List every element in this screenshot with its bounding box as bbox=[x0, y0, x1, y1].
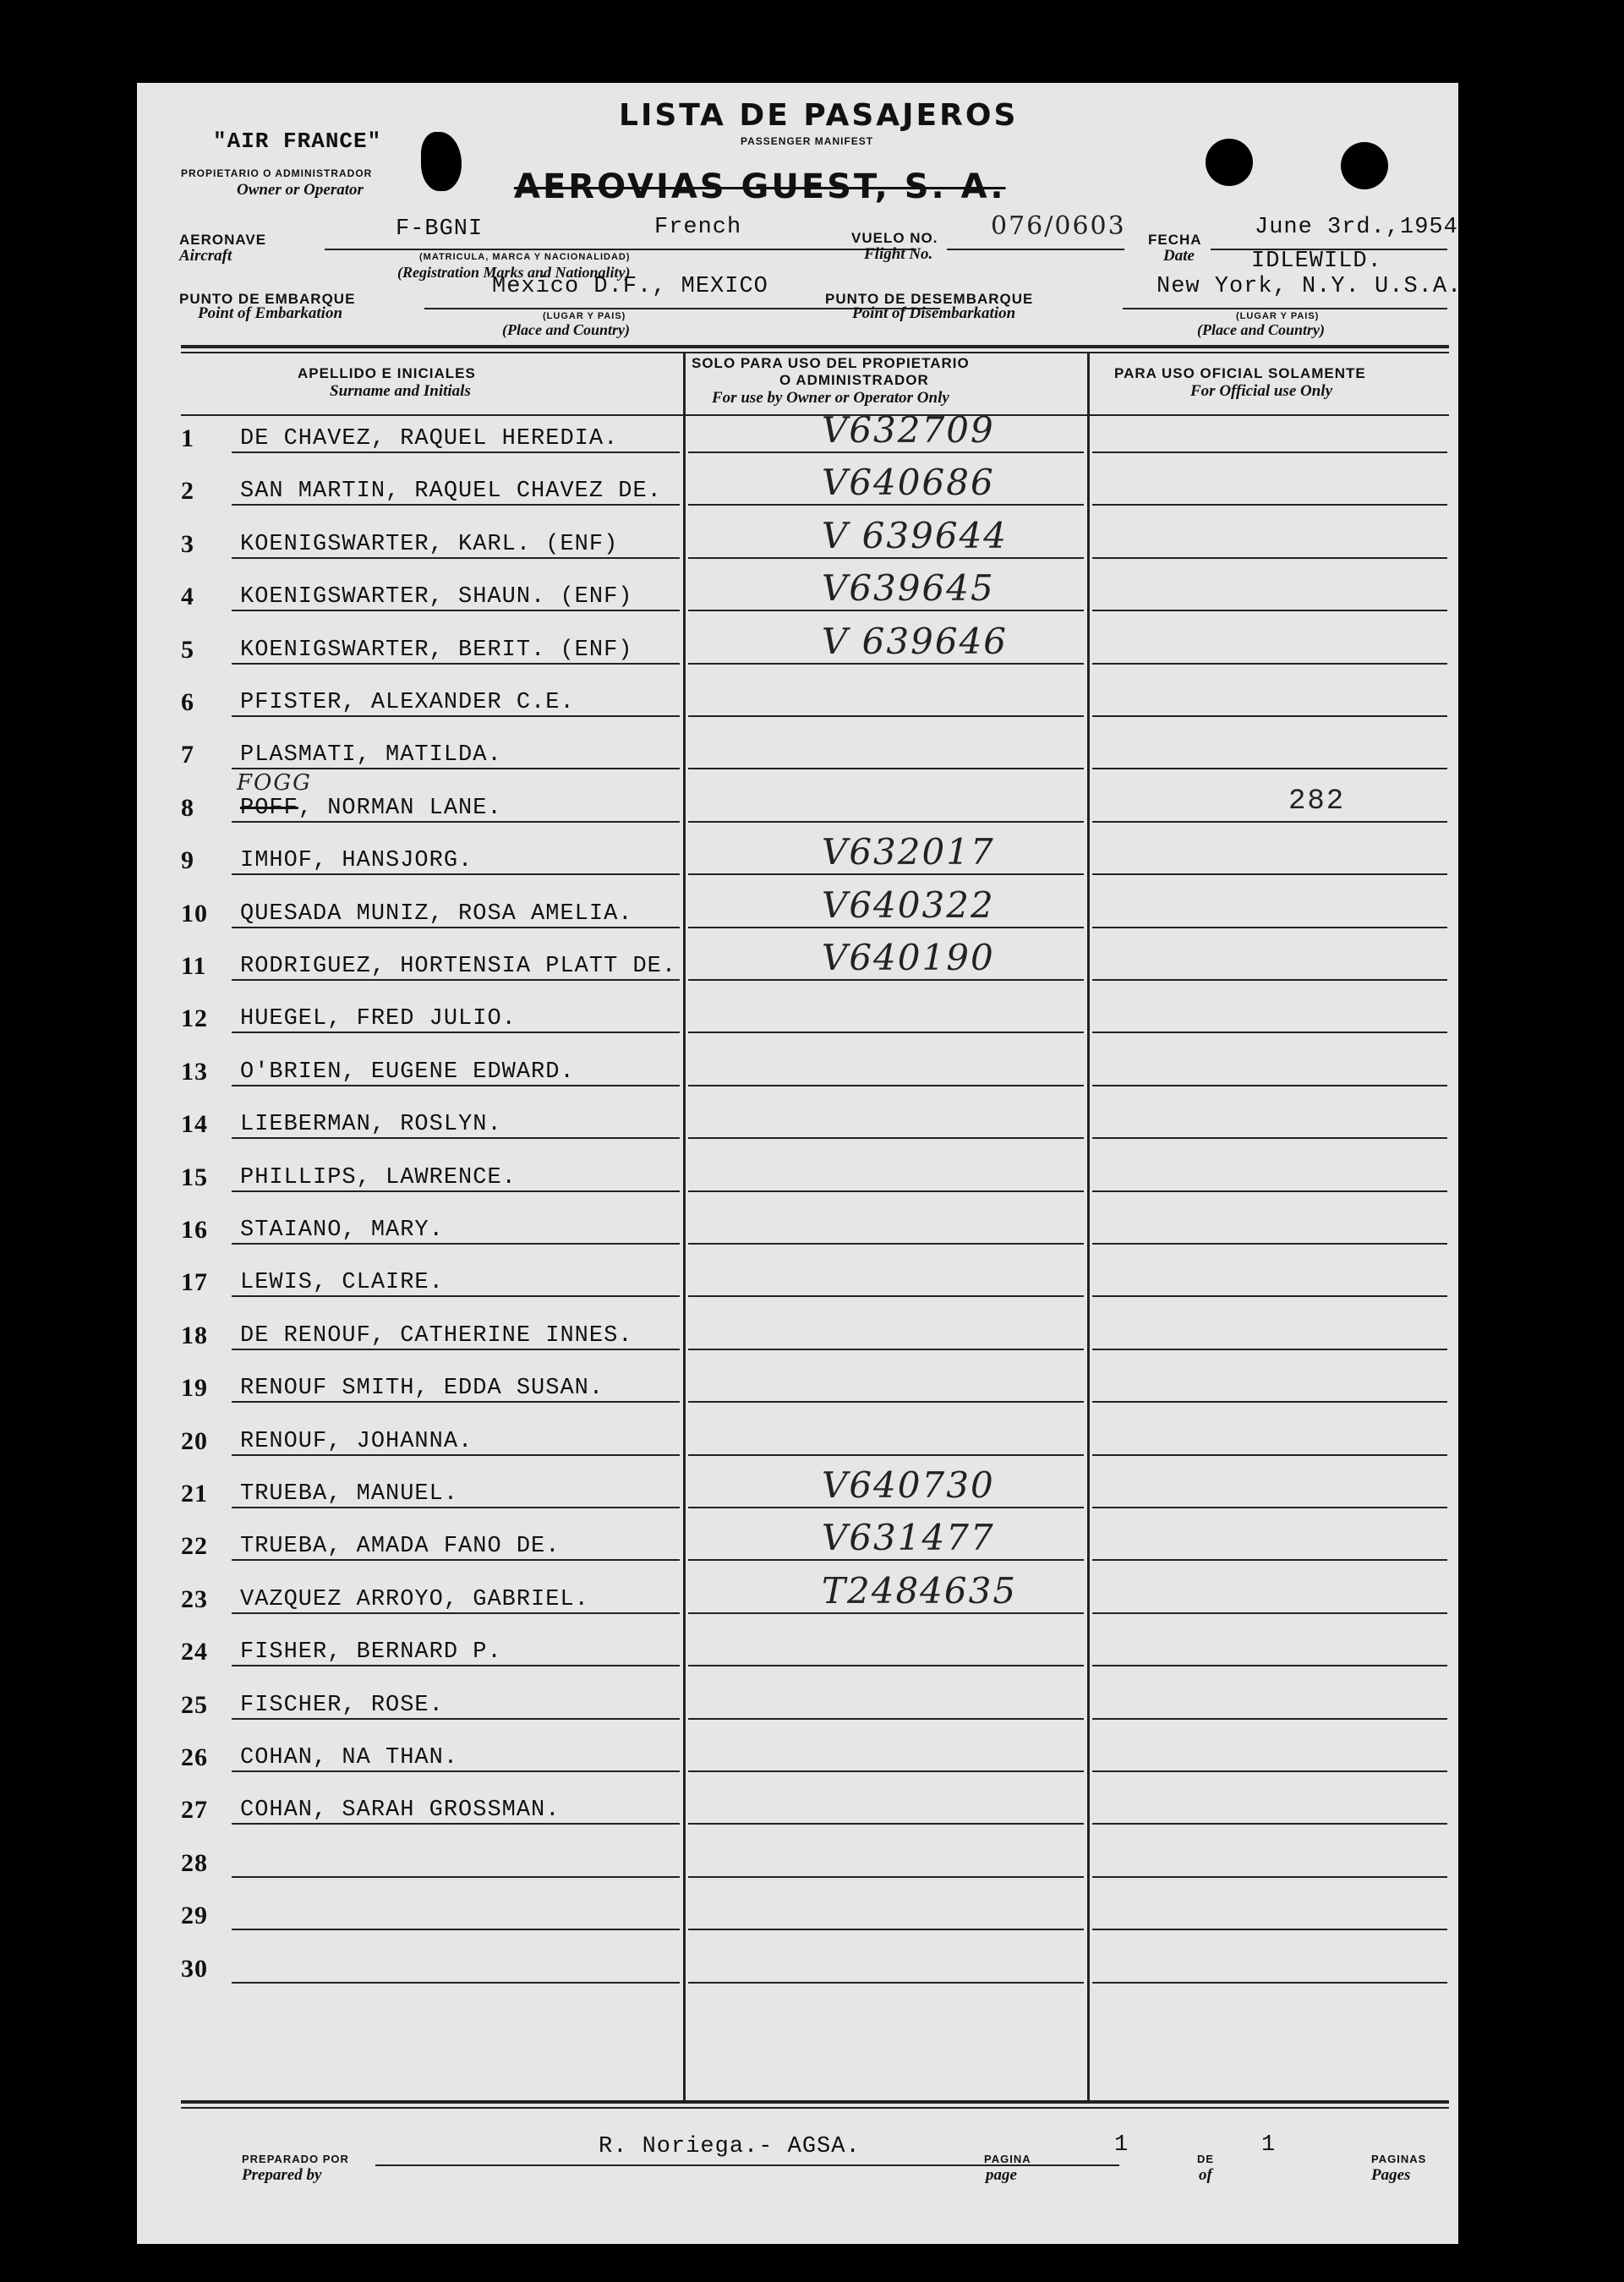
row-rule-owner bbox=[688, 1823, 1084, 1825]
row-rule-owner bbox=[688, 451, 1084, 453]
row-rule-name bbox=[232, 1770, 680, 1772]
row-number: 22 bbox=[181, 1532, 208, 1560]
manifest-sheet bbox=[137, 83, 1463, 2244]
passenger-name: RENOUF SMITH, EDDA SUSAN. bbox=[240, 1376, 604, 1401]
row-number: 13 bbox=[181, 1058, 208, 1086]
row-rule-owner bbox=[688, 821, 1084, 823]
handwritten-correction: FOGG bbox=[237, 770, 312, 796]
page-title: LISTA DE PASAJEROS bbox=[619, 98, 1019, 133]
owner-use-value: V 639646 bbox=[822, 621, 1009, 662]
prepared-label-en: Prepared by bbox=[242, 2166, 322, 2184]
row-rule-name bbox=[232, 1823, 680, 1825]
passenger-name: LEWIS, CLAIRE. bbox=[240, 1270, 444, 1295]
col-name-header-es: APELLIDO E INICIALES bbox=[298, 365, 476, 381]
flight-no-value: 076/0603 bbox=[991, 211, 1126, 241]
row-rule-official bbox=[1092, 1295, 1447, 1297]
owner-use-value: V632709 bbox=[822, 409, 995, 451]
row-rule-name bbox=[232, 451, 680, 453]
embark-caption-es: (LUGAR Y PAIS) bbox=[543, 311, 626, 321]
row-rule-official bbox=[1092, 1929, 1447, 1930]
row-rule-owner bbox=[688, 557, 1084, 559]
row-rule-owner bbox=[688, 1243, 1084, 1245]
disembark-label-es: PUNTO DE DESEMBARQUE bbox=[825, 291, 1034, 307]
registration-caption-es: (MATRICULA, MARCA Y NACIONALIDAD) bbox=[419, 252, 631, 262]
page-subtitle: PASSENGER MANIFEST bbox=[741, 135, 874, 147]
row-rule-name bbox=[232, 821, 680, 823]
row-rule-name bbox=[232, 1349, 680, 1350]
row-number: 4 bbox=[181, 583, 194, 610]
row-rule-name bbox=[232, 768, 680, 769]
row-rule-name bbox=[232, 715, 680, 717]
passenger-name: RODRIGUEZ, HORTENSIA PLATT DE. bbox=[240, 954, 677, 979]
passenger-name: PHILLIPS, LAWRENCE. bbox=[240, 1165, 517, 1190]
pages-label-es: PAGINAS bbox=[1371, 2153, 1427, 2165]
row-rule-owner bbox=[688, 1032, 1084, 1033]
row-rule-owner bbox=[688, 927, 1084, 928]
row-rule-official bbox=[1092, 1718, 1447, 1720]
passenger-name: KOENIGSWARTER, BERIT. (ENF) bbox=[240, 638, 633, 663]
row-rule-name bbox=[232, 1718, 680, 1720]
row-rule-name bbox=[232, 663, 680, 665]
date-label-es: FECHA bbox=[1148, 232, 1202, 248]
row-rule-name bbox=[232, 1137, 680, 1139]
row-rule-owner bbox=[688, 873, 1084, 875]
row-number: 24 bbox=[181, 1638, 208, 1666]
disembark-value: New York, N.Y. U.S.A. bbox=[1156, 274, 1463, 299]
of-label-en: of bbox=[1199, 2166, 1212, 2184]
row-number: 8 bbox=[181, 794, 194, 822]
row-number: 16 bbox=[181, 1216, 208, 1244]
passenger-name: KOENIGSWARTER, KARL. (ENF) bbox=[240, 532, 619, 557]
row-rule-name bbox=[232, 873, 680, 875]
aircraft-label-es: AERONAVE bbox=[179, 232, 267, 248]
embark-label-en: Point of Embarkation bbox=[198, 304, 343, 322]
row-rule-official bbox=[1092, 1876, 1447, 1878]
row-rule-owner bbox=[688, 1770, 1084, 1772]
row-number: 9 bbox=[181, 846, 194, 874]
passenger-name: DE RENOUF, CATHERINE INNES. bbox=[240, 1323, 633, 1349]
registration-caption-en: (Registration Marks and Nationality) bbox=[397, 264, 631, 281]
col-official-header-es: PARA USO OFICIAL SOLAMENTE bbox=[1114, 365, 1366, 381]
row-rule-owner bbox=[688, 1401, 1084, 1403]
embark-value: Mexico D.F., MEXICO bbox=[492, 274, 768, 299]
row-number: 6 bbox=[181, 688, 194, 716]
row-rule-official bbox=[1092, 1982, 1447, 1984]
row-rule-official bbox=[1092, 663, 1447, 665]
row-rule-official bbox=[1092, 821, 1447, 823]
row-rule-owner bbox=[688, 1190, 1084, 1192]
pages-label-en: Pages bbox=[1371, 2166, 1411, 2184]
row-rule-owner bbox=[688, 979, 1084, 981]
row-number: 17 bbox=[181, 1268, 208, 1296]
row-rule-name bbox=[232, 1085, 680, 1086]
row-rule-official bbox=[1092, 504, 1447, 506]
row-number: 1 bbox=[181, 424, 194, 452]
flight-label-en: Flight No. bbox=[864, 245, 933, 263]
col-owner-header-es-2: O ADMINISTRADOR bbox=[779, 372, 929, 388]
row-number: 19 bbox=[181, 1374, 208, 1402]
row-rule-name bbox=[232, 557, 680, 559]
row-number: 26 bbox=[181, 1743, 208, 1771]
row-rule-official bbox=[1092, 557, 1447, 559]
row-rule-name bbox=[232, 1665, 680, 1666]
row-rule-official bbox=[1092, 979, 1447, 981]
row-rule-owner bbox=[688, 610, 1084, 611]
row-rule-official bbox=[1092, 1770, 1447, 1772]
passenger-name: FISCHER, ROSE. bbox=[240, 1693, 444, 1718]
row-rule-owner bbox=[688, 1982, 1084, 1984]
date-label-en: Date bbox=[1163, 247, 1195, 265]
torn-edge-mark bbox=[421, 132, 462, 191]
punch-hole-left bbox=[1206, 139, 1253, 186]
page-value: 1 bbox=[1114, 2132, 1129, 2158]
row-rule-official bbox=[1092, 873, 1447, 875]
row-number: 10 bbox=[181, 900, 208, 928]
row-number: 12 bbox=[181, 1004, 208, 1032]
disembark-label-en: Point of Disembarkation bbox=[852, 304, 1016, 322]
nationality-value: French bbox=[654, 215, 742, 240]
owner-label-en: Owner or Operator bbox=[237, 181, 364, 199]
row-rule-name bbox=[232, 927, 680, 928]
passenger-name: PFISTER, ALEXANDER C.E. bbox=[240, 690, 575, 715]
prepared-value: R. Noriega.- AGSA. bbox=[599, 2134, 861, 2159]
row-rule-owner bbox=[688, 715, 1084, 717]
row-rule-owner bbox=[688, 1454, 1084, 1456]
owner-use-value: V631477 bbox=[822, 1517, 995, 1558]
passenger-name: COHAN, NA THAN. bbox=[240, 1745, 459, 1770]
row-number: 14 bbox=[181, 1110, 208, 1138]
row-number: 18 bbox=[181, 1322, 208, 1349]
row-number: 2 bbox=[181, 477, 194, 505]
date-value: June 3rd.,1954 bbox=[1255, 215, 1458, 240]
row-rule-official bbox=[1092, 1665, 1447, 1666]
page-label-es: PAGINA bbox=[984, 2153, 1031, 2165]
row-number: 21 bbox=[181, 1480, 208, 1508]
owner-use-value: V639645 bbox=[822, 567, 995, 609]
owner-use-value: V 639644 bbox=[822, 515, 1009, 556]
row-rule-owner bbox=[688, 504, 1084, 506]
of-value: 1 bbox=[1261, 2132, 1277, 2158]
row-rule-official bbox=[1092, 715, 1447, 717]
row-number: 7 bbox=[181, 741, 194, 769]
official-use-value: 282 bbox=[1288, 785, 1346, 818]
registration-value: F-BGNI bbox=[396, 216, 484, 242]
row-number: 15 bbox=[181, 1163, 208, 1191]
passenger-name: PLASMATI, MATILDA. bbox=[240, 742, 502, 768]
row-rule-name bbox=[232, 1612, 680, 1614]
passenger-name: VAZQUEZ ARROYO, GABRIEL. bbox=[240, 1587, 589, 1612]
row-rule-owner bbox=[688, 768, 1084, 769]
row-number: 29 bbox=[181, 1902, 208, 1929]
aircraft-label-en: Aircraft bbox=[179, 247, 232, 265]
embark-label-es: PUNTO DE EMBARQUE bbox=[179, 291, 356, 307]
row-number: 28 bbox=[181, 1849, 208, 1877]
row-rule-official bbox=[1092, 1137, 1447, 1139]
row-rule-official bbox=[1092, 1032, 1447, 1033]
row-rule-official bbox=[1092, 1190, 1447, 1192]
row-rule-owner bbox=[688, 1665, 1084, 1666]
row-rule-owner bbox=[688, 1718, 1084, 1720]
disembark-caption-es: (LUGAR Y PAIS) bbox=[1236, 311, 1320, 321]
struck-surname: POFF bbox=[240, 796, 298, 821]
row-number: 30 bbox=[181, 1955, 208, 1983]
col-name-header-en: Surname and Initials bbox=[330, 382, 471, 400]
row-rule-official bbox=[1092, 1823, 1447, 1825]
row-rule-official bbox=[1092, 768, 1447, 769]
row-rule-official bbox=[1092, 610, 1447, 611]
passenger-name: POFF, NORMAN LANE. bbox=[240, 796, 502, 821]
passenger-name: DE CHAVEZ, RAQUEL HEREDIA. bbox=[240, 426, 619, 451]
passenger-name: KOENIGSWARTER, SHAUN. (ENF) bbox=[240, 584, 633, 610]
row-rule-name bbox=[232, 1929, 680, 1930]
row-rule-official bbox=[1092, 1243, 1447, 1245]
row-number: 27 bbox=[181, 1796, 208, 1824]
passenger-name: RENOUF, JOHANNA. bbox=[240, 1429, 473, 1454]
row-rule-name bbox=[232, 1982, 680, 1984]
col-owner-header-en: For use by Owner or Operator Only bbox=[712, 389, 949, 407]
row-rule-official bbox=[1092, 1559, 1447, 1561]
row-number: 11 bbox=[181, 952, 207, 980]
row-rule-name bbox=[232, 979, 680, 981]
row-rule-name bbox=[232, 1295, 680, 1297]
owner-use-value: V640686 bbox=[822, 462, 995, 503]
passenger-name: LIEBERMAN, ROSLYN. bbox=[240, 1112, 502, 1137]
row-rule-owner bbox=[688, 1295, 1084, 1297]
disembark-caption-en: (Place and Country) bbox=[1197, 321, 1325, 338]
row-rule-name bbox=[232, 610, 680, 611]
owner-use-value: V632017 bbox=[822, 831, 995, 873]
row-rule-official bbox=[1092, 1349, 1447, 1350]
row-rule-owner bbox=[688, 1507, 1084, 1508]
row-rule-name bbox=[232, 504, 680, 506]
row-number: 3 bbox=[181, 530, 194, 558]
owner-value: "AIR FRANCE" bbox=[213, 129, 382, 154]
row-rule-name bbox=[232, 1876, 680, 1878]
passenger-name: HUEGEL, FRED JULIO. bbox=[240, 1006, 517, 1032]
col-owner-header-es-1: SOLO PARA USO DEL PROPIETARIO bbox=[692, 355, 970, 371]
row-number: 23 bbox=[181, 1585, 208, 1613]
row-rule-owner bbox=[688, 1612, 1084, 1614]
row-rule-owner bbox=[688, 663, 1084, 665]
row-rule-official bbox=[1092, 1612, 1447, 1614]
row-number: 5 bbox=[181, 636, 194, 664]
passenger-name: TRUEBA, AMADA FANO DE. bbox=[240, 1534, 560, 1559]
punch-hole-right bbox=[1341, 142, 1388, 189]
passenger-name: TRUEBA, MANUEL. bbox=[240, 1481, 459, 1507]
row-rule-official bbox=[1092, 1507, 1447, 1508]
row-rule-name bbox=[232, 1454, 680, 1456]
row-rule-owner bbox=[688, 1559, 1084, 1561]
row-rule-official bbox=[1092, 451, 1447, 453]
row-rule-name bbox=[232, 1190, 680, 1192]
row-rule-name bbox=[232, 1507, 680, 1508]
owner-use-value: V640190 bbox=[822, 937, 995, 978]
passenger-name: O'BRIEN, EUGENE EDWARD. bbox=[240, 1059, 575, 1085]
row-rule-official bbox=[1092, 1454, 1447, 1456]
row-rule-name bbox=[232, 1032, 680, 1033]
row-number: 20 bbox=[181, 1427, 208, 1455]
flight-label-es: VUELO NO. bbox=[851, 230, 938, 246]
prepared-label-es: PREPARADO POR bbox=[242, 2153, 349, 2165]
row-rule-name bbox=[232, 1401, 680, 1403]
row-rule-owner bbox=[688, 1929, 1084, 1930]
row-rule-owner bbox=[688, 1085, 1084, 1086]
row-rule-name bbox=[232, 1559, 680, 1561]
owner-use-value: T2484635 bbox=[822, 1570, 1018, 1612]
passenger-name: IMHOF, HANSJORG. bbox=[240, 848, 473, 873]
embark-caption-en: (Place and Country) bbox=[502, 321, 630, 338]
row-rule-owner bbox=[688, 1876, 1084, 1878]
of-label-es: DE bbox=[1197, 2153, 1215, 2165]
owner-struck-value: AEROVIAS GUEST, S. A. bbox=[514, 167, 1006, 206]
row-number: 25 bbox=[181, 1691, 208, 1719]
passenger-name: COHAN, SARAH GROSSMAN. bbox=[240, 1798, 560, 1823]
disembark-airport-value: IDLEWILD. bbox=[1251, 249, 1382, 274]
owner-label-es: PROPIETARIO O ADMINISTRADOR bbox=[181, 167, 373, 179]
row-rule-official bbox=[1092, 1085, 1447, 1086]
row-rule-official bbox=[1092, 927, 1447, 928]
owner-use-value: V640322 bbox=[822, 884, 995, 926]
row-rule-official bbox=[1092, 1401, 1447, 1403]
passenger-name: SAN MARTIN, RAQUEL CHAVEZ DE. bbox=[240, 479, 662, 504]
owner-use-value: V640730 bbox=[822, 1464, 995, 1506]
passenger-name: QUESADA MUNIZ, ROSA AMELIA. bbox=[240, 901, 633, 927]
row-rule-name bbox=[232, 1243, 680, 1245]
passenger-name: FISHER, BERNARD P. bbox=[240, 1639, 502, 1665]
page-label-en: page bbox=[986, 2166, 1017, 2184]
row-rule-owner bbox=[688, 1349, 1084, 1350]
row-rule-owner bbox=[688, 1137, 1084, 1139]
passenger-name: STAIANO, MARY. bbox=[240, 1218, 444, 1243]
col-official-header-en: For Official use Only bbox=[1190, 382, 1333, 400]
